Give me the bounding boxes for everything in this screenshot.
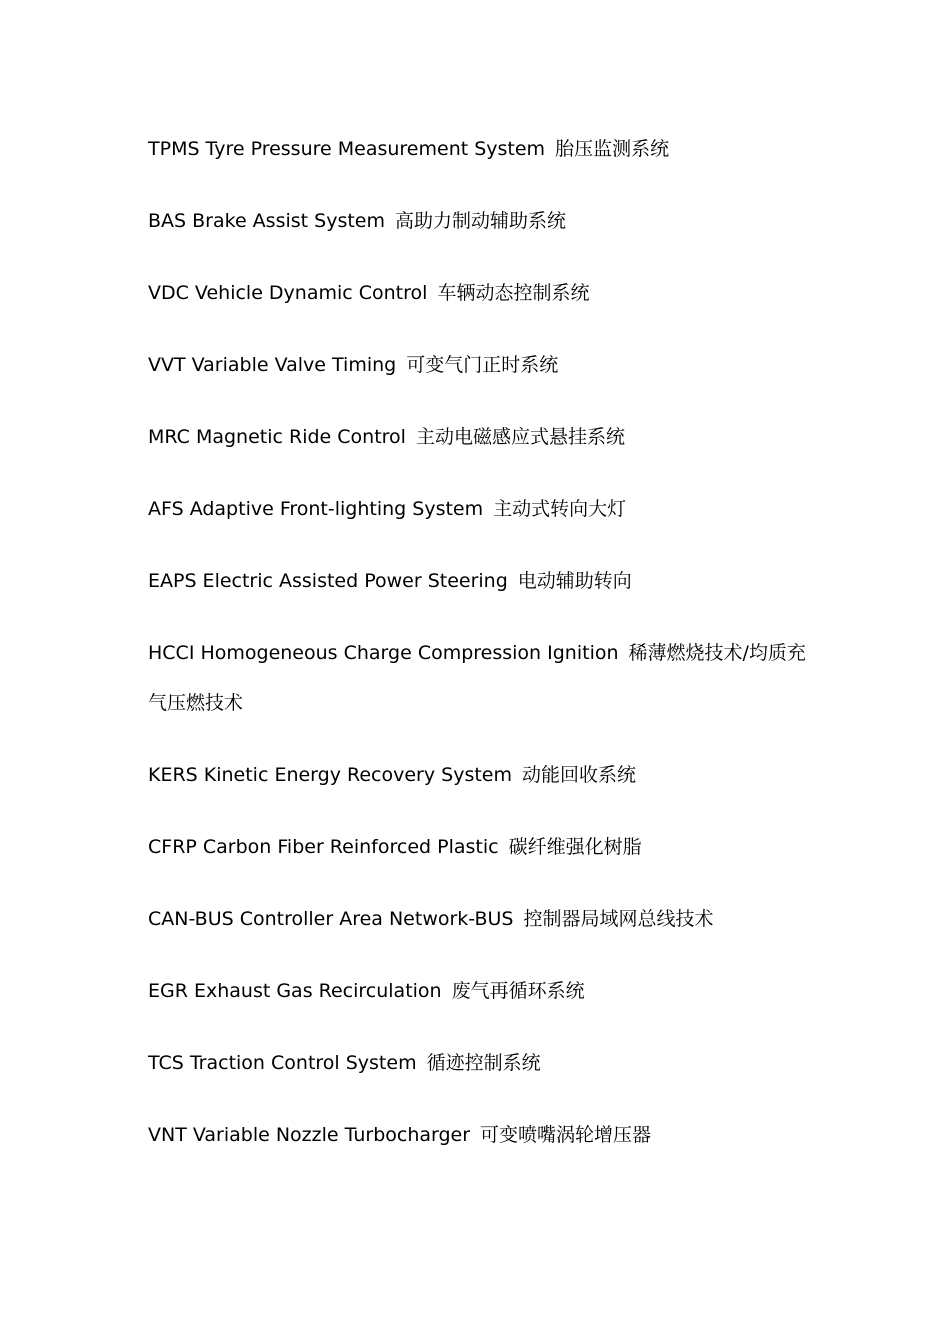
term-item — [148, 196, 808, 246]
term-item — [148, 124, 808, 174]
term-item — [148, 894, 808, 944]
term-chinese: 主动电磁感应式悬挂系统 — [415, 426, 625, 448]
term-chinese: 可变喷嘴涡轮增压器 — [480, 1124, 652, 1146]
term-english: HCCI Homogeneous Charge Compression Ignition — [148, 642, 619, 664]
term-chinese: 动能回收系统 — [522, 764, 637, 786]
term-english: EGR Exhaust Gas Recirculation — [148, 980, 442, 1002]
term-chinese: 高助力制动辅助系统 — [395, 210, 567, 232]
term-chinese: 可变气门正时系统 — [406, 354, 559, 376]
term-item — [148, 822, 808, 872]
term-english: KERS Kinetic Energy Recovery System — [148, 764, 512, 786]
term-item — [148, 966, 808, 1016]
term-english: CAN-BUS Controller Area Network-BUS — [148, 908, 514, 930]
term-chinese: 循迹控制系统 — [426, 1052, 541, 1074]
term-list — [148, 124, 808, 1182]
term-chinese: 控制器局域网总线技术 — [523, 908, 714, 930]
term-english: VVT Variable Valve Timing — [148, 354, 397, 376]
term-english: TCS Traction Control System — [148, 1052, 417, 1074]
term-english: MRC Magnetic Ride Control — [148, 426, 406, 448]
term-item — [148, 556, 808, 606]
term-item — [148, 1038, 808, 1088]
term-item — [148, 628, 808, 728]
term-chinese: 碳纤维强化树脂 — [508, 836, 642, 858]
term-item — [148, 340, 808, 390]
term-chinese: 车辆动态控制系统 — [437, 282, 590, 304]
term-english: VDC Vehicle Dynamic Control — [148, 282, 428, 304]
term-item — [148, 750, 808, 800]
term-english: AFS Adaptive Front-lighting System — [148, 498, 484, 520]
term-item — [148, 412, 808, 462]
term-item — [148, 268, 808, 318]
term-english: BAS Brake Assist System — [148, 210, 385, 232]
term-item — [148, 484, 808, 534]
term-english: VNT Variable Nozzle Turbocharger — [148, 1124, 471, 1146]
term-chinese: 废气再循环系统 — [451, 980, 585, 1002]
term-english: TPMS Tyre Pressure Measurement System — [148, 138, 546, 160]
term-chinese: 稀薄燃烧技术/均质充气压燃技术 — [148, 642, 806, 714]
term-item — [148, 1110, 808, 1160]
term-chinese: 胎压监测系统 — [555, 138, 670, 160]
term-chinese: 电动辅助转向 — [517, 570, 632, 592]
term-english: EAPS Electric Assisted Power Steering — [148, 570, 508, 592]
term-chinese: 主动式转向大灯 — [493, 498, 627, 520]
term-english: CFRP Carbon Fiber Reinforced Plastic — [148, 836, 499, 858]
